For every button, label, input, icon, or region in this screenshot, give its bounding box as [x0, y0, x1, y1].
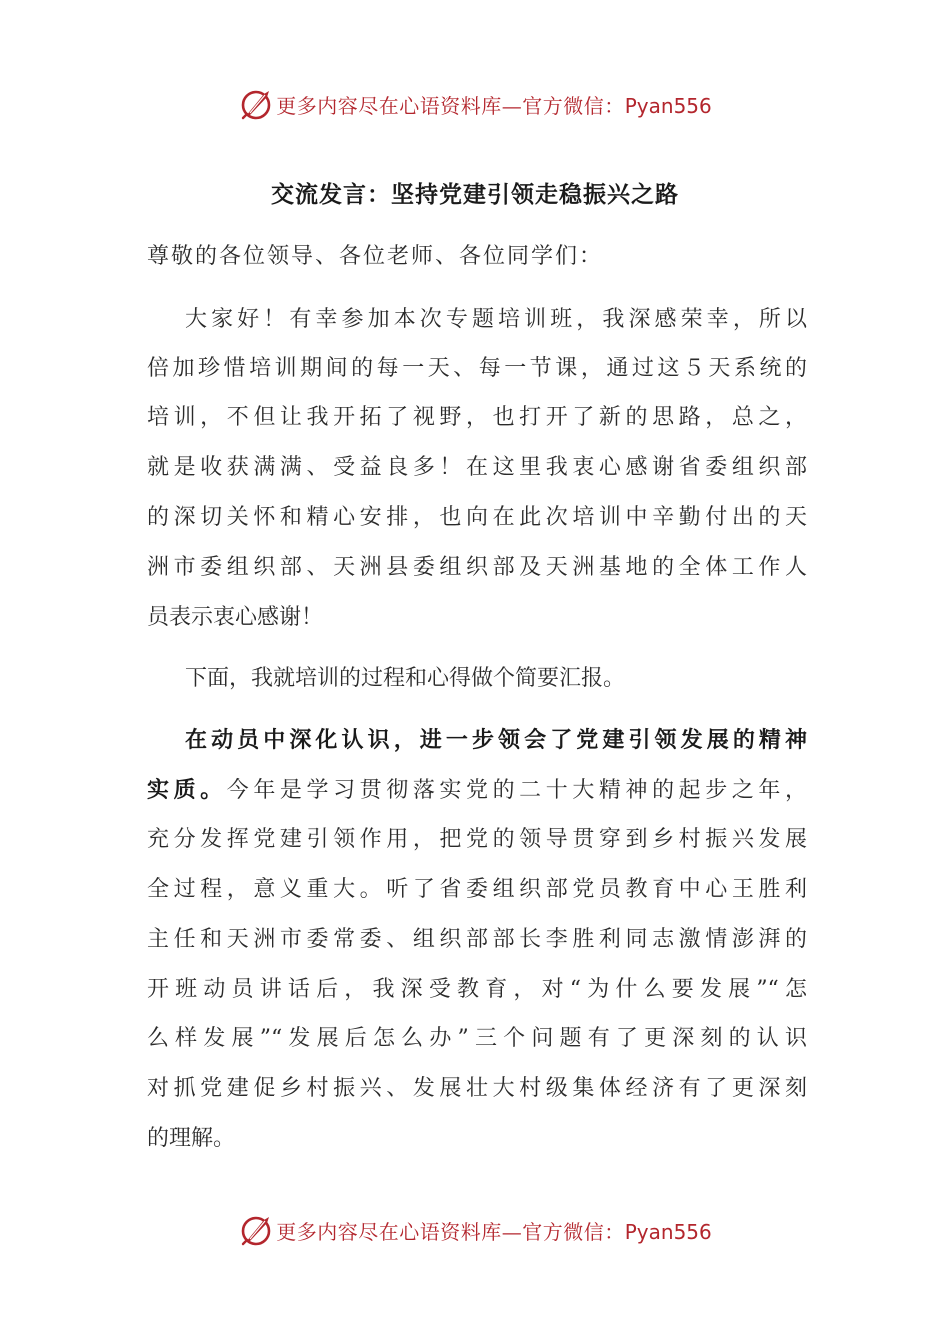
paragraph-line: 充分发挥党建引领作用，把党的领导贯穿到乡村振兴发展 [147, 827, 807, 852]
paragraph-line: 员表示衷心感谢！ [147, 605, 324, 630]
footer-watermark-banner [0, 1210, 950, 1250]
banner-text: 更多内容尽在心语资料库—官方微信：Pyan556 [276, 93, 712, 118]
wechat-id: Pyan556 [624, 1219, 712, 1244]
paragraph-line: 培训，不但让我开拓了视野，也打开了新的思路，总之， [147, 405, 807, 430]
banner-text: 更多内容尽在心语资料库—官方微信：Pyan556 [276, 1219, 712, 1244]
document-title: 交流发言：坚持党建引领走稳振兴之路 [271, 181, 679, 208]
paragraph-line: 洲市委组织部、天洲县委组织部及天洲基地的全体工作人 [147, 555, 807, 580]
paragraph-line: 对抓党建促乡村振兴、发展壮大村级集体经济有了更深刻 [147, 1076, 807, 1101]
wechat-id: Pyan556 [624, 93, 712, 118]
section-heading-line [185, 722, 807, 758]
paragraph-line: 全过程，意义重大。听了省委组织部党员教育中心王胜利 [147, 877, 807, 902]
paragraph-line: 主任和天洲市委常委、组织部部长李胜利同志激情澎湃的 [147, 927, 807, 952]
paragraph-line: 倍加珍惜培训期间的每一天、每一节课，通过这５天系统的 [147, 356, 807, 381]
paragraph-line: 的理解。 [147, 1126, 236, 1151]
paragraph-line: 开班动员讲话后，我深受教育，对“为什么要发展”“怎 [147, 977, 807, 1002]
paragraph-line: 大家好！有幸参加本次专题培训班，我深感荣幸，所以 [185, 307, 807, 332]
quill-logo-icon [238, 86, 274, 122]
section-heading-end: 实质。 [147, 777, 227, 803]
paragraph-text: 今年是学习贯彻落实党的二十大精神的起步之年， [226, 778, 807, 803]
salutation: 尊敬的各位领导、各位老师、各位同学们： [147, 244, 604, 269]
quill-logo-icon [238, 1212, 274, 1248]
header-watermark-banner [0, 84, 950, 124]
section-heading: 在动员中深化认识，进一步领会了党建引领发展的精神 [185, 727, 807, 753]
paragraph-line [147, 772, 807, 808]
paragraph-line: 么样发展”“发展后怎么办”三个问题有了更深刻的认识 [147, 1026, 807, 1051]
paragraph-line: 的深切关怀和精心安排，也向在此次培训中辛勤付出的天 [147, 505, 807, 530]
paragraph-line: 下面，我就培训的过程和心得做个简要汇报。 [185, 666, 626, 691]
paragraph-line: 就是收获满满、受益良多！在这里我衷心感谢省委组织部 [147, 455, 807, 480]
